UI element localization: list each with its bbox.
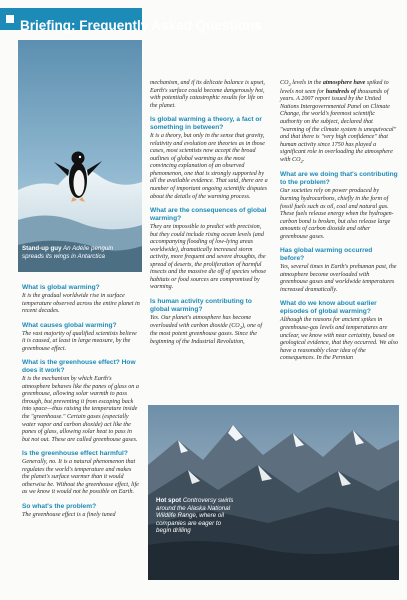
answer-text: Yes. Our planet's atmosphere has become overloaded with carbon dioxide $(CO_2)$, one of the most potent greenhouse gases. Since the beginning of the Industrial Revolution, — [150, 315, 263, 345]
answer-text: mechanism, and if its delicate balance is upset, Earth's surface could become dangerously hot, with potentially catastrophic results for life on the planet. — [150, 80, 265, 109]
text-column-2 — [150, 80, 268, 352]
answer-text: $CO_2$ levels in the atmosphere have spiked to levels not seen for hundreds of thousands of years. A 2007 report issued by the United Nations Intergovernmental Panel on Climate Change, the world's foremost scientific authority on the subject, declared that "warming of the climate system is unequivocal" and that there is "very high confidence" that human activity since 1750 has played a significant role in overloading the atmosphere with $CO_2$. — [280, 80, 397, 164]
text-column-1 — [22, 284, 140, 525]
section-header-bar — [0, 8, 262, 33]
question-heading: Is the greenhouse effect harmful? — [22, 450, 128, 458]
question-heading: What are the consequences of global warming? — [150, 207, 267, 223]
question-heading: Is global warming a theory, a fact or something in between? — [150, 116, 262, 132]
penguin-photo — [18, 40, 142, 272]
question-heading: What are we doing that's contributing to the problem? — [280, 171, 398, 187]
answer-text: Although the reasons for ancient spikes in greenhouse-gas levels and temperatures are unclear, we know with near certainty, based on geological evidence, that they occurred. We also have a reasonably clear idea of the consequences. In the Permian — [280, 317, 399, 362]
answer-text: Generally, no. It is a natural phenomenon that regulates the world's temperature and makes the planet's surface warmer than it would otherwise be. Without the greenhouse effect, life as we know it would not be possible on Earth. — [22, 459, 139, 496]
page-title: Briefing: Frequently Asked Questions — [20, 18, 262, 33]
question-heading: What is global warming? — [22, 284, 100, 291]
answer-text: Yes, several times in Earth's prehuman past, the atmosphere become overloaded with greenhouse gases and worldwide temperatures increased dramatically. — [280, 264, 397, 293]
answer-text: It is the gradual worldwide rise in surface temperature observed across the entire planet in recent decades. — [22, 293, 140, 315]
answer-text: The greenhouse effect is a finely tuned — [22, 511, 116, 518]
penguin-caption: Stand-up guy An Adélie penguin spreads its wings in Antarctica — [22, 245, 114, 260]
answer-text: Our societies rely on power produced by burning hydrocarbons, chiefly in the form of fossil fuels such as oil, coal and natural gas. These fuels release energy when the hydrogen-carbon bond is broken, but also release large amounts of carbon dioxide and other greenhouse gases. — [280, 188, 394, 240]
question-heading: Is human activity contributing to global warming? — [150, 298, 252, 314]
mountains-caption: Hot spot Controversy swirls around the Alaska National Wildlife Range, where oil companies are eager to begin drilling — [156, 497, 234, 535]
question-heading: What causes global warming? — [22, 321, 117, 329]
header-square-icon — [6, 15, 14, 23]
answer-text: The vast majority of qualified scientists believe it is caused, at least in large measure, by the greenhouse effect. — [22, 330, 137, 352]
mountains-photo — [148, 405, 399, 580]
answer-text: They are impossible to predict with precision, but they could include rising ocean levels (and accompanying flooding of low-lying areas worldwide), dramatically increased storm activity, more frequent and severe droughts, the spread of deserts, the proliferation of harmful insects and the massive die off of species whose habitats or food sources are compromised by warming. — [150, 224, 267, 291]
mountains-illustration — [148, 405, 399, 580]
question-heading: What do we know about earlier episodes of global warming? — [280, 300, 377, 316]
penguin-illustration — [18, 40, 142, 272]
answer-text: It is the mechanism by which Earth's atmosphere behaves like the panes of glass on a greenhouse, allowing solar warmth to pass through, but preventing it from escaping back into space—thus raising the temperature inside the "greenhouse." Certain gases (especially water vapor and carbon dioxide) act like the panes of glass, allowing solar heat to pass in but not out. These are called greenhouse gases. — [22, 376, 139, 443]
question-heading: So what's the problem? — [22, 502, 97, 510]
answer-text: It is a theory, but only in the sense that gravity, relativity and evolution are theories as in those cases, most scientists now accept the broad outlines of global warming as the most convincing explanation of an observed phenomenon, one that is strongly supported by all the available evidence. That said, there are a number of important ongoing scientific disputes about the details of the warming process. — [150, 133, 268, 200]
question-heading: What is the greenhouse effect? How does it work? — [22, 359, 136, 375]
question-heading: Has global warming occurred before? — [280, 247, 373, 263]
text-column-3 — [280, 80, 398, 369]
